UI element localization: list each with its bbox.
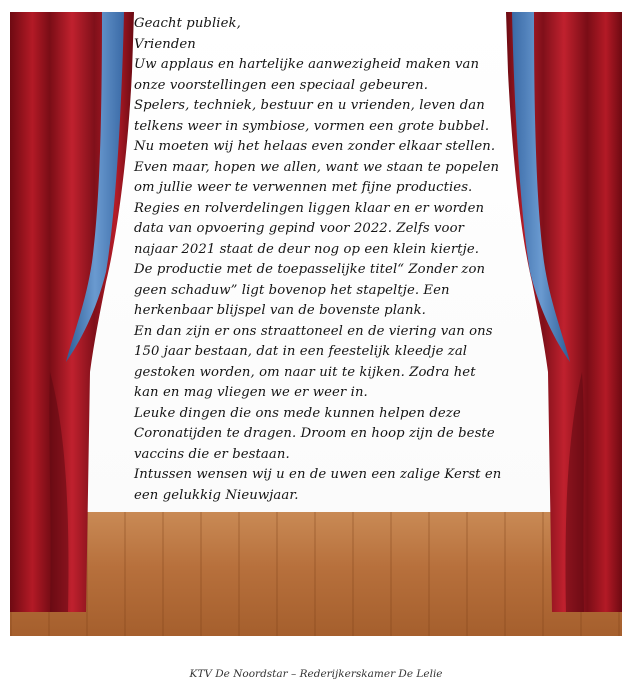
letter-line: telkens weer in symbiose, vormen een grote bubbel. <box>134 118 490 134</box>
letter-line: geen schaduw” ligt bovenop het stapeltje. Een <box>134 282 450 298</box>
footer-signature: KTV De Noordstar – Rederijkerskamer De Lelie <box>189 668 443 680</box>
letter-line: Even maar, hopen we allen, want we staan te popelen <box>134 159 500 175</box>
letter-line: om jullie weer te verwennen met fijne producties. <box>134 180 473 195</box>
letter-line: onze voorstellingen een speciaal gebeuren. <box>134 77 428 93</box>
letter-line: De productie met de toepasselijke titel“ Zonder zon <box>134 262 486 277</box>
left-curtain <box>10 12 134 612</box>
letter-line: vaccins die er bestaan. <box>134 446 290 462</box>
letter-line: Leuke dingen die ons mede kunnen helpen deze <box>134 405 461 421</box>
letter-line: Coronatijden te dragen. Droom en hoop zijn de beste <box>134 426 495 441</box>
letter-line: 150 jaar bestaan, dat in een feestelijk kleedje zal <box>134 344 468 359</box>
letter-line: Uw applaus en hartelijke aanwezigheid maken van <box>134 57 480 72</box>
letter-line: kan en mag vliegen we er weer in. <box>134 385 368 400</box>
letter-line: Spelers, techniek, bestuur en u vrienden, leven dan <box>134 98 485 113</box>
letter-line: Intussen wensen wij u en de uwen een zalige Kerst en <box>134 467 502 482</box>
letter-line: Nu moeten wij het helaas even zonder elkaar stellen. <box>134 139 496 154</box>
letter-line: herkenbaar blijspel van de bovenste plank. <box>134 303 426 318</box>
letter-line: data van opvoering gepind voor 2022. Zelfs voor <box>134 221 465 236</box>
letter-line: Regies en rolverdelingen liggen klaar en er worden <box>134 200 485 216</box>
letter-line: Geacht publiek, <box>134 16 241 31</box>
letter-body <box>134 14 506 506</box>
letter-line: gestoken worden, om naar uit te kijken. Zodra het <box>134 364 476 380</box>
right-curtain <box>506 12 622 612</box>
letter-line: Vrienden <box>134 36 196 52</box>
letter-line: een gelukkig Nieuwjaar. <box>134 487 299 503</box>
letter-line: najaar 2021 staat de deur nog op een klein kiertje. <box>134 241 480 257</box>
letter-line: En dan zijn er ons straattoneel en de viering van ons <box>134 323 493 339</box>
